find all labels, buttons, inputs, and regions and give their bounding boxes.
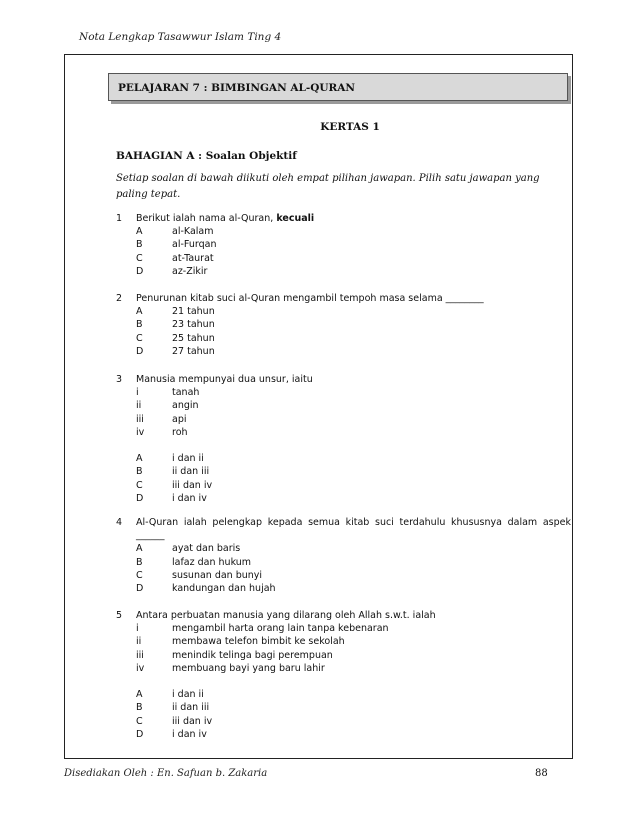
section-title: BAHAGIAN A : Soalan Objektif bbox=[116, 150, 297, 162]
option: C at-Taurat bbox=[136, 252, 214, 264]
statement-item: iii menindik telinga bagi perempuan bbox=[136, 649, 333, 661]
instructions: Setiap soalan di bawah diikuti oleh empat pilihan jawapan. Pilih satu jawapan yang paling tepat. bbox=[116, 173, 540, 200]
option: B 23 tahun bbox=[136, 319, 215, 331]
question-4 bbox=[116, 516, 571, 595]
question-number: 2 bbox=[116, 293, 123, 304]
option: B ii dan iii bbox=[136, 466, 210, 478]
question-number: 4 bbox=[116, 517, 123, 528]
option: C 25 tahun bbox=[136, 332, 215, 344]
question-3 bbox=[116, 373, 571, 505]
question-number: 3 bbox=[116, 374, 123, 385]
option: C iii dan iv bbox=[136, 715, 213, 727]
lesson-title-box bbox=[108, 73, 568, 101]
statement-item: ii angin bbox=[136, 400, 199, 412]
statement-item: ii membawa telefon bimbit ke sekolah bbox=[136, 636, 345, 648]
statement-item: i mengambil harta orang lain tanpa kebenaran bbox=[136, 623, 389, 635]
option: B lafaz dan hukum bbox=[136, 556, 252, 568]
question-number: 1 bbox=[116, 213, 123, 224]
option: B al-Furqan bbox=[136, 239, 217, 251]
question-stem: Berikut ialah nama al-Quran, kecuali bbox=[136, 213, 315, 224]
stem-emphasis: kecuali bbox=[276, 213, 315, 224]
footer-author: Disediakan Oleh : En. Safuan b. Zakaria bbox=[64, 768, 268, 779]
option: A i dan ii bbox=[136, 689, 204, 701]
question-stem: Al-Quran ialah pelengkap kepada semua kitab suci terdahulu khususnya dalam aspek ______ bbox=[136, 517, 571, 542]
statement-item: iii api bbox=[136, 413, 187, 425]
option: A 21 tahun bbox=[136, 306, 215, 318]
question-number: 5 bbox=[116, 610, 123, 621]
option: D 27 tahun bbox=[136, 345, 215, 357]
question-stem: Manusia mempunyai dua unsur, iaitu bbox=[136, 374, 313, 385]
option: D i dan iv bbox=[136, 728, 207, 740]
question-stem: Penurunan kitab suci al-Quran mengambil tempoh masa selama ________ bbox=[136, 293, 484, 304]
statement-item: i tanah bbox=[136, 387, 200, 399]
question-5 bbox=[116, 609, 571, 741]
question-1 bbox=[116, 212, 571, 278]
paper-title: KERTAS 1 bbox=[320, 121, 380, 133]
option: B ii dan iii bbox=[136, 702, 210, 714]
option: A al-Kalam bbox=[136, 226, 214, 238]
statement-item: iv roh bbox=[136, 426, 188, 438]
option: D kandungan dan hujah bbox=[136, 582, 276, 594]
option: D i dan iv bbox=[136, 492, 207, 504]
running-header: Nota Lengkap Tasawwur Islam Ting 4 bbox=[79, 31, 282, 43]
option: C susunan dan bunyi bbox=[136, 569, 263, 581]
question-2 bbox=[116, 292, 571, 358]
option: C iii dan iv bbox=[136, 479, 213, 491]
question-stem: Antara perbuatan manusia yang dilarang oleh Allah s.w.t. ialah bbox=[136, 610, 436, 621]
lesson-title: PELAJARAN 7 : BIMBINGAN AL-QURAN bbox=[118, 82, 355, 94]
option: A ayat dan baris bbox=[136, 543, 241, 555]
statement-item: iv membuang bayi yang baru lahir bbox=[136, 662, 325, 674]
page-number: 88 bbox=[535, 768, 548, 779]
option: A i dan ii bbox=[136, 453, 204, 465]
option: D az-Zikir bbox=[136, 265, 208, 277]
